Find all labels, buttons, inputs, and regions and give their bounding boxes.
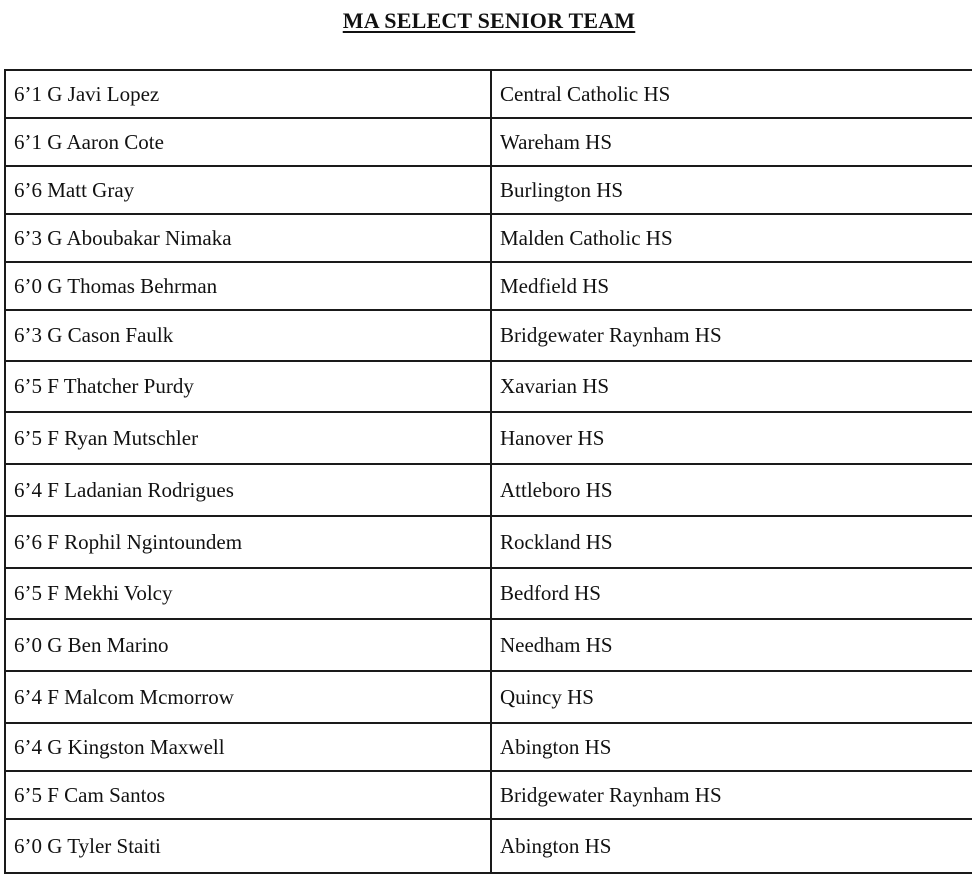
table-row: [5, 118, 972, 166]
table-row: [5, 262, 972, 310]
player-cell: 6’0 G Tyler Staiti: [5, 819, 491, 873]
player-cell: 6’4 G Kingston Maxwell: [5, 723, 491, 771]
table-row: [5, 464, 972, 516]
school-cell: Burlington HS: [491, 166, 972, 214]
school-cell: Needham HS: [491, 619, 972, 671]
school-cell: Abington HS: [491, 723, 972, 771]
school-cell: Xavarian HS: [491, 361, 972, 412]
school-cell: Hanover HS: [491, 412, 972, 464]
school-cell: Medfield HS: [491, 262, 972, 310]
player-cell: 6’5 F Ryan Mutschler: [5, 412, 491, 464]
roster-table: [4, 69, 972, 874]
player-cell: 6’0 G Thomas Behrman: [5, 262, 491, 310]
school-cell: Quincy HS: [491, 671, 972, 723]
school-cell: Central Catholic HS: [491, 70, 972, 118]
school-cell: Bedford HS: [491, 568, 972, 619]
table-row: [5, 310, 972, 361]
table-row: [5, 166, 972, 214]
player-cell: 6’1 G Aaron Cote: [5, 118, 491, 166]
player-cell: 6’5 F Cam Santos: [5, 771, 491, 819]
school-cell: Bridgewater Raynham HS: [491, 310, 972, 361]
player-cell: 6’3 G Aboubakar Nimaka: [5, 214, 491, 262]
table-row: [5, 516, 972, 568]
player-cell: 6’5 F Thatcher Purdy: [5, 361, 491, 412]
school-cell: Abington HS: [491, 819, 972, 873]
table-row: [5, 361, 972, 412]
table-row: [5, 619, 972, 671]
player-cell: 6’3 G Cason Faulk: [5, 310, 491, 361]
school-cell: Wareham HS: [491, 118, 972, 166]
table-row: [5, 70, 972, 118]
table-row: [5, 771, 972, 819]
player-cell: 6’5 F Mekhi Volcy: [5, 568, 491, 619]
player-cell: 6’1 G Javi Lopez: [5, 70, 491, 118]
school-cell: Malden Catholic HS: [491, 214, 972, 262]
table-row: [5, 723, 972, 771]
player-cell: 6’6 F Rophil Ngintoundem: [5, 516, 491, 568]
player-cell: 6’0 G Ben Marino: [5, 619, 491, 671]
table-row: [5, 819, 972, 873]
table-row: [5, 568, 972, 619]
player-cell: 6’4 F Ladanian Rodrigues: [5, 464, 491, 516]
school-cell: Rockland HS: [491, 516, 972, 568]
school-cell: Bridgewater Raynham HS: [491, 771, 972, 819]
page-title: MA SELECT SENIOR TEAM: [342, 8, 636, 33]
player-cell: 6’4 F Malcom Mcmorrow: [5, 671, 491, 723]
player-cell: 6’6 Matt Gray: [5, 166, 491, 214]
table-row: [5, 671, 972, 723]
table-row: [5, 412, 972, 464]
table-row: [5, 214, 972, 262]
school-cell: Attleboro HS: [491, 464, 972, 516]
